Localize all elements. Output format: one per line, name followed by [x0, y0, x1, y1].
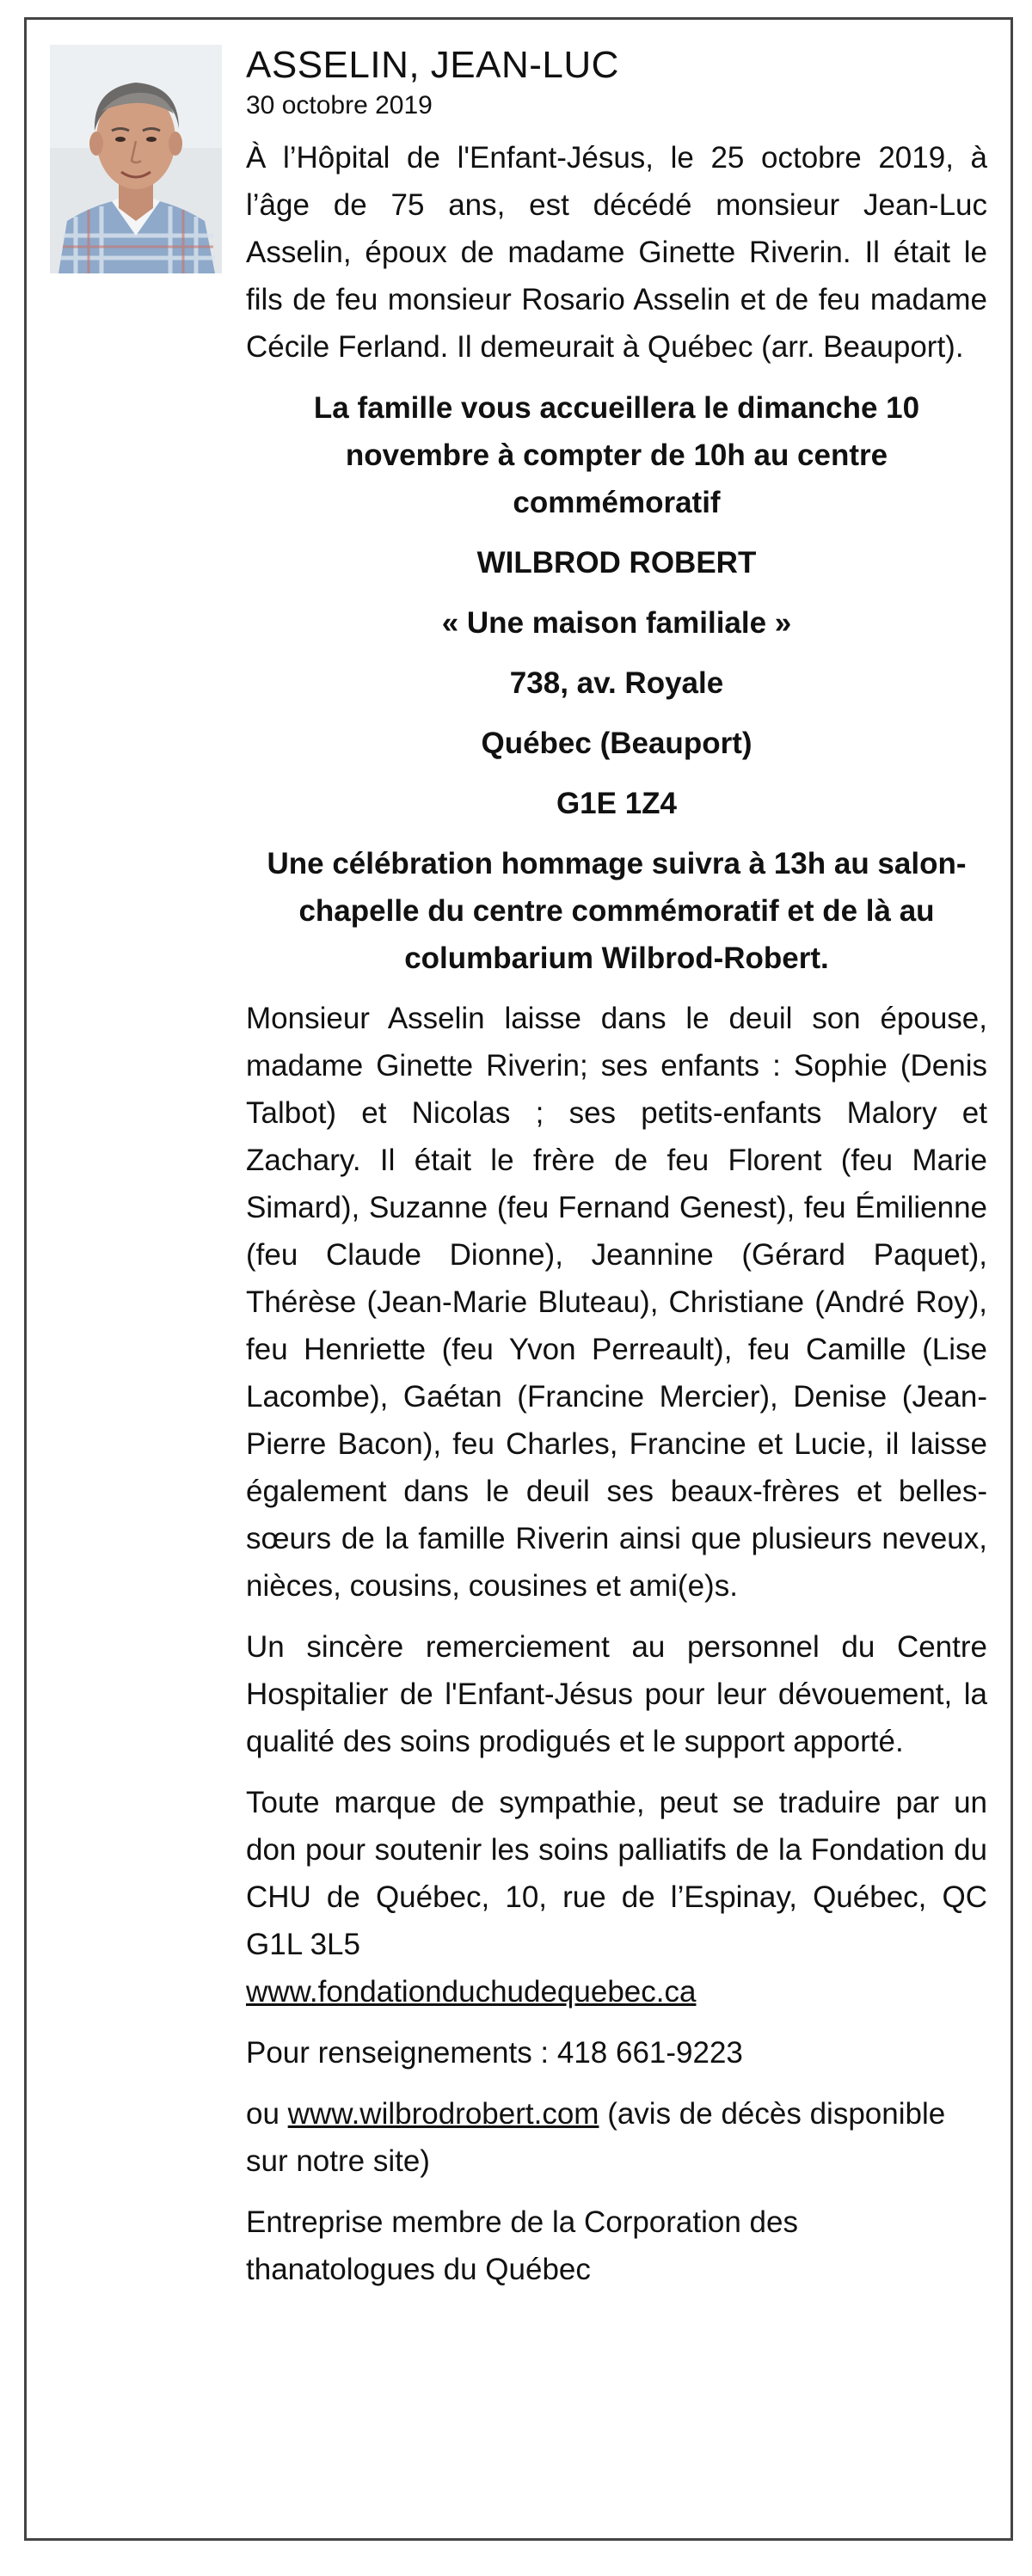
ceremony-notice: Une célébration hommage suivra à 13h au salon-chapelle du centre commémoratif et de là au columbarium Wilbrod-Robert. [267, 847, 967, 975]
website-paragraph [246, 2090, 987, 2185]
portrait-photo [50, 45, 222, 273]
obituary-content [246, 41, 987, 2307]
venue-postal-code: G1E 1Z4 [556, 787, 678, 820]
deceased-name: ASSELIN, JEAN-LUC [246, 44, 619, 86]
intro-paragraph: À l’Hôpital de l'Enfant-Jésus, le 25 octobre 2019, à l’âge de 75 ans, est décédé monsieur Jean-Luc Asselin, époux de madame Ginette Riverin. Il était le fils de feu monsieur Rosario Asselin et de feu madame Cécile Ferland. Il demeurait à Québec (arr. Beauport). [246, 141, 987, 364]
publication-date: 30 octobre 2019 [246, 91, 433, 120]
venue-city: Québec (Beauport) [481, 727, 752, 760]
donation-paragraph [246, 1779, 987, 2015]
membership-paragraph: Entreprise membre de la Corporation des thanatologues du Québec [246, 2205, 798, 2286]
website-prefix: ou [246, 2097, 280, 2131]
website-link[interactable]: www.wilbrodrobert.com [287, 2097, 599, 2131]
venue-tagline: « Une maison familiale » [441, 606, 792, 640]
info-line: Pour renseignements : 418 661-9223 [246, 2036, 743, 2070]
venue-name: WILBROD ROBERT [476, 546, 757, 580]
visitation-notice: La famille vous accueillera le dimanche 10 novembre à compter de 10h au centre commémoratif [313, 391, 920, 519]
venue-street: 738, av. Royale [509, 666, 724, 700]
donation-link[interactable]: www.fondationduchudequebec.ca [246, 1975, 697, 2009]
donation-text: Toute marque de sympathie, peut se traduire par un don pour soutenir les soins palliatifs de la Fondation du CHU de Québec, 10, rue de l’Espinay, Québec, QC G1L 3L5 [246, 1786, 987, 1961]
website-suffix: (avis de décès disponible sur notre site) [246, 2097, 946, 2178]
survivors-paragraph: Monsieur Asselin laisse dans le deuil son épouse, madame Ginette Riverin; ses enfants : Sophie (Denis Talbot) et Nicolas ; ses petits-enfants Malory et Zachary. Il était le frère de feu Florent (feu Marie Simard), Suzanne (feu Fernand Genest), feu Émilienne (feu Claude Dionne), Jeannine (Gérard Paquet), Thérèse (Jean-Marie Bluteau), Christiane (André Roy), feu Henriette (feu Yvon Perreault), feu Camille (Lise Lacombe), Gaétan (Francine Mercier), Denise (Jean-Pierre Bacon), feu Charles, Francine et Lucie, il laisse également dans le deuil ses beaux-frères et belles-sœurs de la famille Riverin ainsi que plusieurs neveux, nièces, cousins, cousines et ami(e)s. [246, 1002, 987, 1603]
thanks-paragraph: Un sincère remerciement au personnel du Centre Hospitalier de l'Enfant-Jésus pour leur dévouement, la qualité des soins prodigués et le support apporté. [246, 1630, 987, 1758]
